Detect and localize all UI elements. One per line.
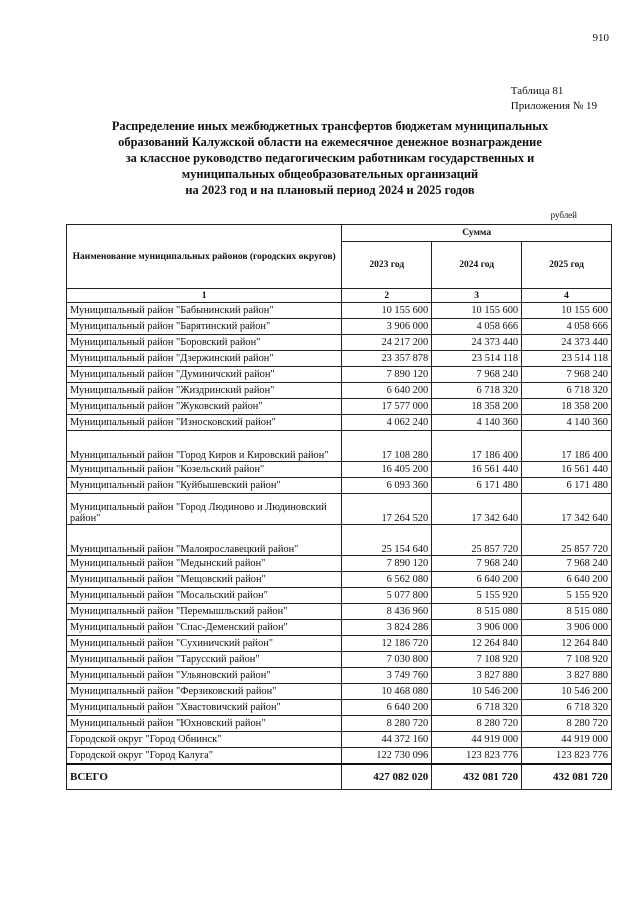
value-2024: 123 823 776 xyxy=(432,748,522,765)
value-2023: 24 217 200 xyxy=(342,335,432,351)
value-2024: 7 968 240 xyxy=(432,556,522,572)
district-name: Муниципальный район "Бабынинский район" xyxy=(67,303,342,319)
value-2024: 12 264 840 xyxy=(432,636,522,652)
district-name: Муниципальный район "Жуковский район" xyxy=(67,399,342,415)
value-2023: 7 890 120 xyxy=(342,367,432,383)
value-2023: 10 155 600 xyxy=(342,303,432,319)
value-2023: 8 436 960 xyxy=(342,604,432,620)
table-row xyxy=(67,732,612,748)
table-row xyxy=(67,319,612,335)
district-name: Муниципальный район "Козельский район" xyxy=(67,462,342,478)
table-row xyxy=(67,652,612,668)
value-2023: 4 062 240 xyxy=(342,415,432,431)
value-2025: 18 358 200 xyxy=(522,399,612,415)
district-name: Городской округ "Город Калуга" xyxy=(67,748,342,765)
district-name: Городской округ "Город Обнинск" xyxy=(67,732,342,748)
table-row xyxy=(67,462,612,478)
title-line: муниципальных общеобразовательных организаций xyxy=(181,167,479,181)
title-line: образований Калужской области на ежемесячное денежное вознаграждение xyxy=(118,135,542,149)
value-2023: 12 186 720 xyxy=(342,636,432,652)
district-name: Муниципальный район "Куйбышевский район" xyxy=(67,478,342,494)
district-name: Муниципальный район "Износковский район" xyxy=(67,415,342,431)
page-number: 910 xyxy=(592,32,609,44)
district-name: Муниципальный район "Дзержинский район" xyxy=(67,351,342,367)
table-row xyxy=(67,620,612,636)
value-2023: 3 906 000 xyxy=(342,319,432,335)
table-row xyxy=(67,748,612,765)
value-2024: 8 280 720 xyxy=(432,716,522,732)
value-2024: 17 186 400 xyxy=(432,431,522,462)
value-2025: 12 264 840 xyxy=(522,636,612,652)
value-2025: 123 823 776 xyxy=(522,748,612,765)
district-name: Муниципальный район "Ульяновский район" xyxy=(67,668,342,684)
value-2025: 7 968 240 xyxy=(522,367,612,383)
district-name: Муниципальный район "Хвастовичский район" xyxy=(67,700,342,716)
value-2025: 3 827 880 xyxy=(522,668,612,684)
table-row xyxy=(67,525,612,556)
value-2024: 4 140 360 xyxy=(432,415,522,431)
district-name: Муниципальный район "Малоярославецкий район" xyxy=(67,525,342,556)
value-2023: 6 640 200 xyxy=(342,700,432,716)
document-title xyxy=(60,118,600,198)
col-index: 1 xyxy=(67,289,342,303)
district-name: Муниципальный район "Барятинский район" xyxy=(67,319,342,335)
value-2025: 6 718 320 xyxy=(522,383,612,399)
value-2023: 7 030 800 xyxy=(342,652,432,668)
district-name: Муниципальный район "Город Киров и Кировский район" xyxy=(67,431,342,462)
value-2025: 6 171 480 xyxy=(522,478,612,494)
table-row xyxy=(67,303,612,319)
header-year-2025: 2025 год xyxy=(522,242,612,289)
value-2025: 17 342 640 xyxy=(522,494,612,525)
table-row xyxy=(67,431,612,462)
value-2025: 44 919 000 xyxy=(522,732,612,748)
value-2025: 6 718 320 xyxy=(522,700,612,716)
total-2024: 432 081 720 xyxy=(432,764,522,790)
value-2023: 122 730 096 xyxy=(342,748,432,765)
district-name: Муниципальный район "Мещовский район" xyxy=(67,572,342,588)
table-row xyxy=(67,478,612,494)
district-name: Муниципальный район "Думиничский район" xyxy=(67,367,342,383)
title-line: Распределение иных межбюджетных трансфертов бюджетам муниципальных xyxy=(111,119,549,133)
header-name-col: Наименование муниципальных районов (городских округов) xyxy=(67,225,342,289)
table-label-line2: Приложения № 19 xyxy=(510,100,597,112)
value-2025: 23 514 118 xyxy=(522,351,612,367)
district-name: Муниципальный район "Жиздринский район" xyxy=(67,383,342,399)
header-sum-col: Сумма xyxy=(342,225,612,242)
value-2024: 8 515 080 xyxy=(432,604,522,620)
table-row xyxy=(67,668,612,684)
column-index-row xyxy=(67,289,612,303)
table-row xyxy=(67,367,612,383)
unit-label: рублей xyxy=(550,210,577,220)
table-row xyxy=(67,415,612,431)
value-2025: 5 155 920 xyxy=(522,588,612,604)
value-2025: 3 906 000 xyxy=(522,620,612,636)
value-2024: 4 058 666 xyxy=(432,319,522,335)
value-2024: 5 155 920 xyxy=(432,588,522,604)
total-label: ВСЕГО xyxy=(67,764,342,790)
table-label xyxy=(511,84,597,114)
value-2024: 3 906 000 xyxy=(432,620,522,636)
value-2025: 24 373 440 xyxy=(522,335,612,351)
table-row xyxy=(67,399,612,415)
table-row xyxy=(67,383,612,399)
col-index: 4 xyxy=(522,289,612,303)
value-2025: 4 058 666 xyxy=(522,319,612,335)
table-row xyxy=(67,351,612,367)
district-name: Муниципальный район "Ферзиковский район" xyxy=(67,684,342,700)
table-row xyxy=(67,700,612,716)
district-name: Муниципальный район "Перемышльский район" xyxy=(67,604,342,620)
table-row xyxy=(67,556,612,572)
value-2024: 6 718 320 xyxy=(432,383,522,399)
table-row xyxy=(67,716,612,732)
table-row xyxy=(67,335,612,351)
value-2025: 4 140 360 xyxy=(522,415,612,431)
transfers-table xyxy=(66,224,612,790)
value-2025: 7 968 240 xyxy=(522,556,612,572)
value-2023: 7 890 120 xyxy=(342,556,432,572)
district-name: Муниципальный район "Сухиничский район" xyxy=(67,636,342,652)
district-name: Муниципальный район "Юхновский район" xyxy=(67,716,342,732)
title-line: за классное руководство педагогическим работникам государственных и xyxy=(125,151,535,165)
header-year-2023: 2023 год xyxy=(342,242,432,289)
district-name: Муниципальный район "Медынский район" xyxy=(67,556,342,572)
district-name: Муниципальный район "Спас-Деменский район" xyxy=(67,620,342,636)
value-2023: 25 154 640 xyxy=(342,525,432,556)
total-2025: 432 081 720 xyxy=(522,764,612,790)
value-2024: 6 171 480 xyxy=(432,478,522,494)
value-2024: 16 561 440 xyxy=(432,462,522,478)
value-2025: 17 186 400 xyxy=(522,431,612,462)
district-name: Муниципальный район "Город Людиново и Людиновский район" xyxy=(67,494,342,525)
table-row xyxy=(67,572,612,588)
value-2023: 17 577 000 xyxy=(342,399,432,415)
value-2023: 17 264 520 xyxy=(342,494,432,525)
value-2025: 8 515 080 xyxy=(522,604,612,620)
value-2025: 16 561 440 xyxy=(522,462,612,478)
table-row xyxy=(67,494,612,525)
value-2025: 6 640 200 xyxy=(522,572,612,588)
district-name: Муниципальный район "Тарусский район" xyxy=(67,652,342,668)
value-2023: 6 640 200 xyxy=(342,383,432,399)
value-2023: 23 357 878 xyxy=(342,351,432,367)
value-2023: 44 372 160 xyxy=(342,732,432,748)
value-2025: 10 155 600 xyxy=(522,303,612,319)
total-2023: 427 082 020 xyxy=(342,764,432,790)
value-2023: 3 749 760 xyxy=(342,668,432,684)
value-2024: 18 358 200 xyxy=(432,399,522,415)
value-2023: 8 280 720 xyxy=(342,716,432,732)
value-2023: 10 468 080 xyxy=(342,684,432,700)
table-row xyxy=(67,604,612,620)
value-2024: 6 718 320 xyxy=(432,700,522,716)
value-2025: 25 857 720 xyxy=(522,525,612,556)
value-2023: 6 562 080 xyxy=(342,572,432,588)
value-2024: 44 919 000 xyxy=(432,732,522,748)
value-2025: 8 280 720 xyxy=(522,716,612,732)
value-2024: 25 857 720 xyxy=(432,525,522,556)
value-2024: 7 968 240 xyxy=(432,367,522,383)
table-label-line1: Таблица 81 xyxy=(510,85,564,97)
col-index: 3 xyxy=(432,289,522,303)
value-2023: 3 824 286 xyxy=(342,620,432,636)
value-2024: 7 108 920 xyxy=(432,652,522,668)
value-2024: 10 155 600 xyxy=(432,303,522,319)
value-2023: 17 108 280 xyxy=(342,431,432,462)
value-2023: 16 405 200 xyxy=(342,462,432,478)
district-name: Муниципальный район "Боровский район" xyxy=(67,335,342,351)
header-year-2024: 2024 год xyxy=(432,242,522,289)
value-2025: 7 108 920 xyxy=(522,652,612,668)
table-row xyxy=(67,636,612,652)
col-index: 2 xyxy=(342,289,432,303)
total-row xyxy=(67,764,612,790)
value-2024: 3 827 880 xyxy=(432,668,522,684)
value-2024: 6 640 200 xyxy=(432,572,522,588)
value-2023: 6 093 360 xyxy=(342,478,432,494)
value-2023: 5 077 800 xyxy=(342,588,432,604)
value-2025: 10 546 200 xyxy=(522,684,612,700)
value-2024: 10 546 200 xyxy=(432,684,522,700)
table-row xyxy=(67,588,612,604)
value-2024: 17 342 640 xyxy=(432,494,522,525)
value-2024: 23 514 118 xyxy=(432,351,522,367)
title-line: на 2023 год и на плановый период 2024 и 2025 годов xyxy=(185,183,475,197)
value-2024: 24 373 440 xyxy=(432,335,522,351)
district-name: Муниципальный район "Мосальский район" xyxy=(67,588,342,604)
table-row xyxy=(67,684,612,700)
